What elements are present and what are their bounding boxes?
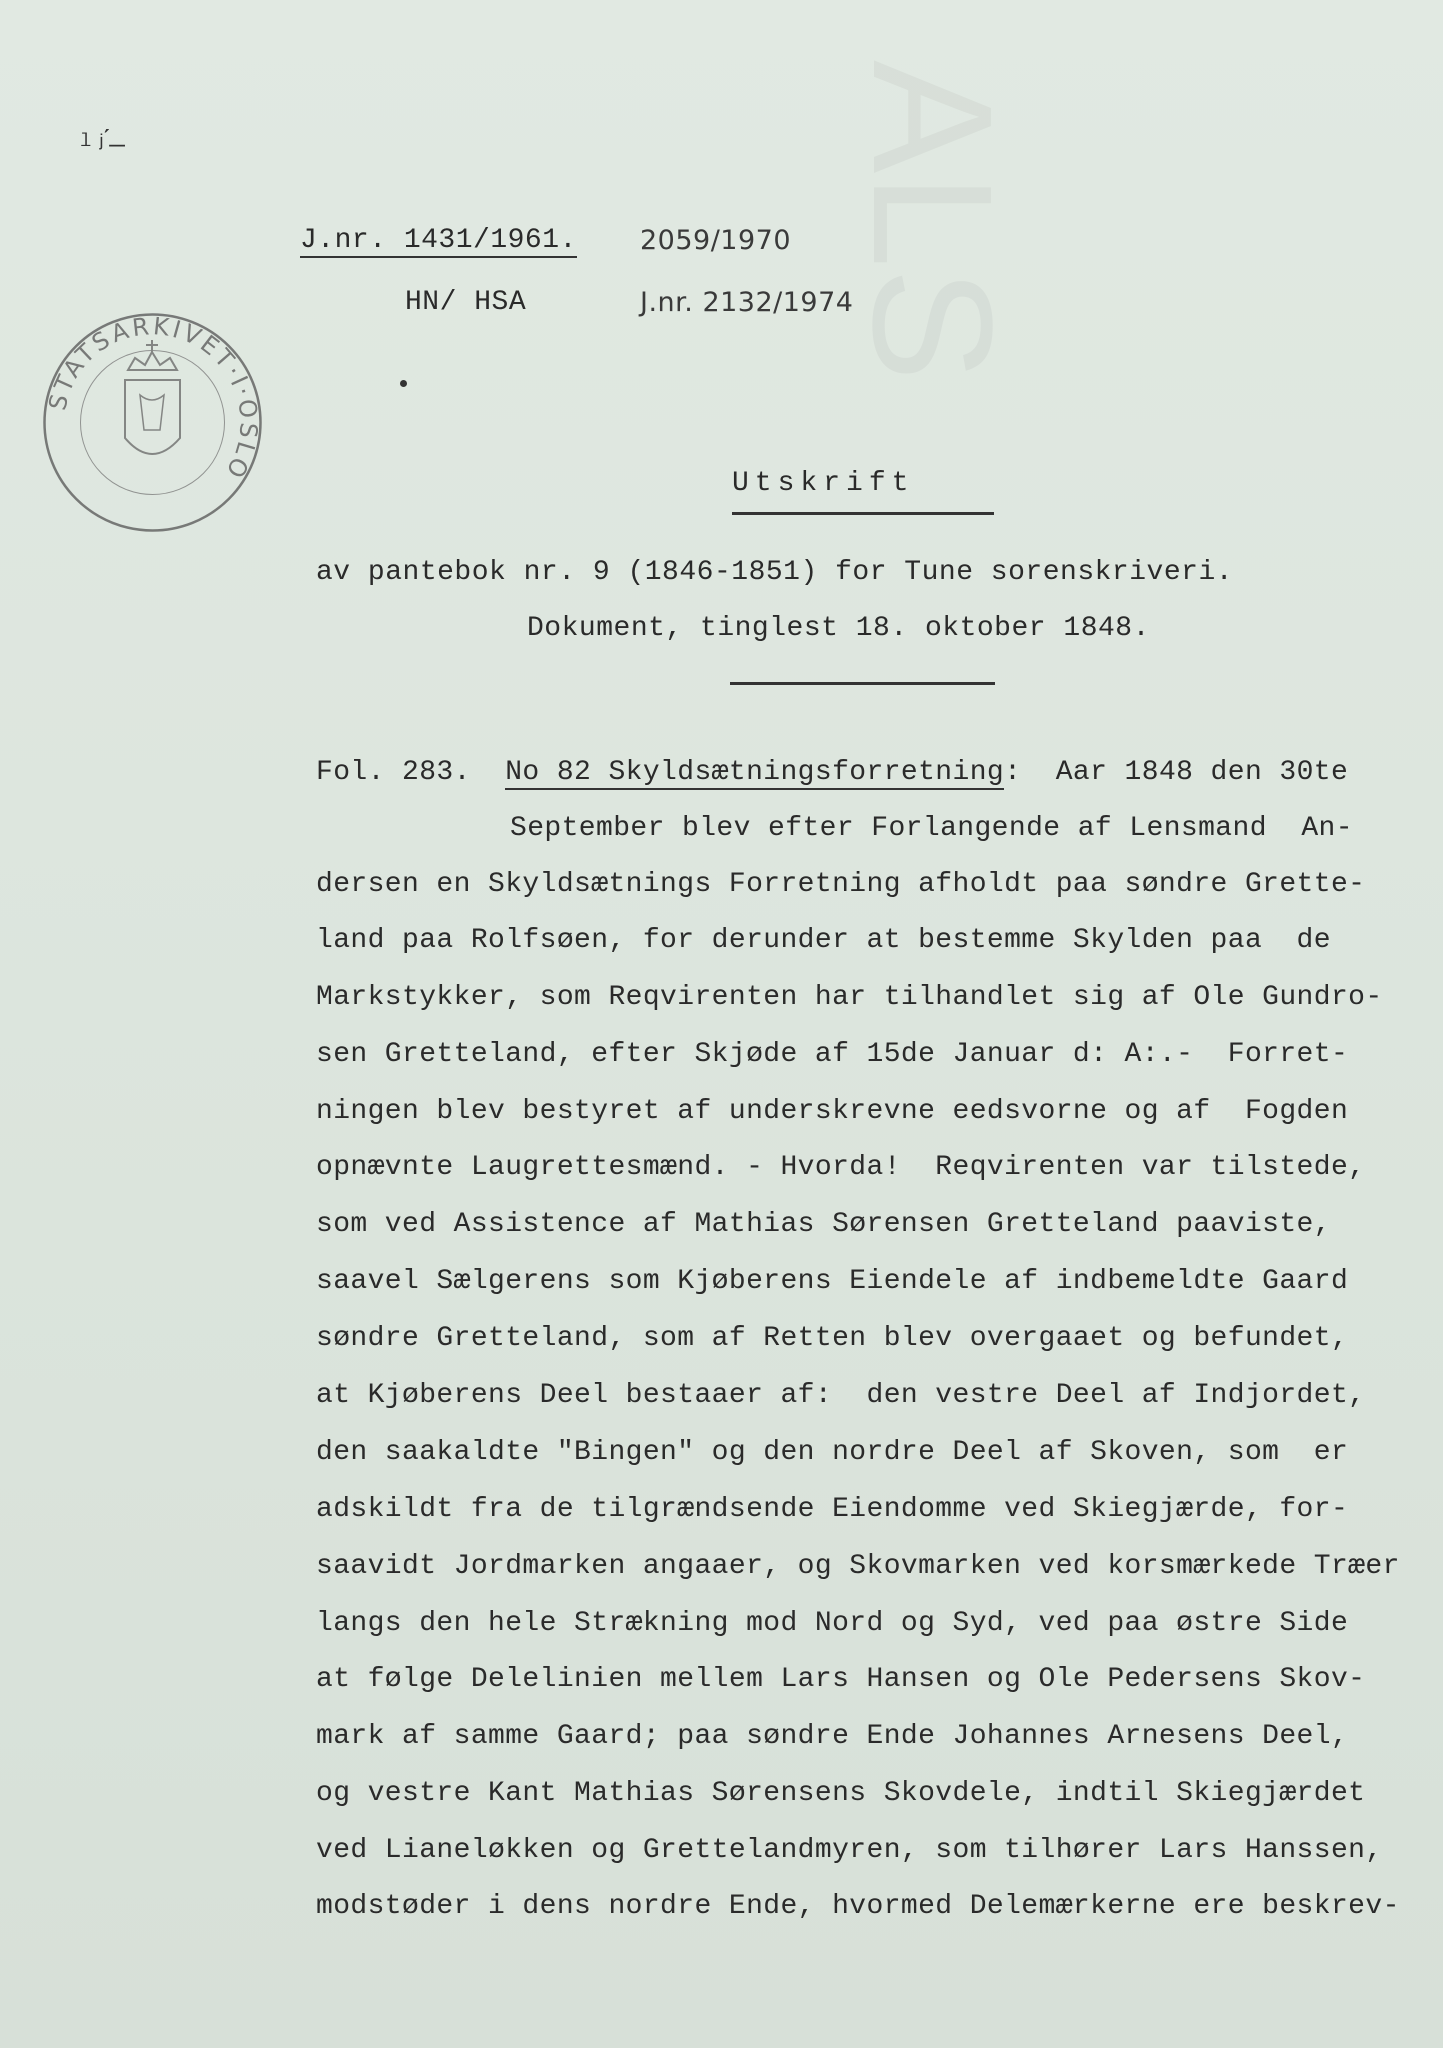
folio-prefix: Fol. 283.: [316, 757, 471, 788]
svg-text:STATSARKIVET·I·OSLO: [43, 312, 263, 485]
body-text-line: saavel Sælgerens som Kjøberens Eiendele af indbemeldte Gaard: [316, 1266, 1349, 1297]
body-text-line: ved Lianeløkken og Grettelandmyren, som tilhører Lars Hanssen,: [316, 1835, 1383, 1866]
handwritten-mark: ˡʲ́—: [78, 130, 125, 160]
document-title: Utskrift: [732, 468, 915, 499]
body-text-line: mark af samme Gaard; paa søndre Ende Johannes Arnesens Deel,: [316, 1721, 1349, 1752]
body-text-line: dersen en Skyldsætnings Forretning afholdt paa søndre Grette-: [316, 869, 1366, 900]
folio-after: : Aar 1848 den 30te: [1004, 757, 1349, 788]
body-text-line: adskildt fra de tilgrændsende Eiendomme ved Skiegjærde, for-: [316, 1494, 1349, 1525]
ink-dot: [400, 380, 407, 387]
body-text-line: sen Gretteland, efter Skjøde af 15de Januar d: A:.- Forret-: [316, 1039, 1349, 1070]
body-text-line: søndre Gretteland, som af Retten blev overgaaet og befundet,: [316, 1323, 1349, 1354]
initials: HN/ HSA: [405, 287, 527, 318]
body-text-line: September blev efter Forlangende af Lensmand An-: [510, 813, 1353, 844]
title-underline: [732, 512, 994, 515]
separator-line: [730, 682, 995, 685]
body-text-line: langs den hele Strækning mod Nord og Syd, ved paa østre Side: [316, 1608, 1349, 1639]
body-text-line: at Kjøberens Deel bestaaer af: den vestre Deel af Indjordet,: [316, 1380, 1366, 1411]
subtitle-source: av pantebok nr. 9 (1846-1851) for Tune sorenskriveri.: [316, 557, 1234, 588]
body-text-line: modstøder i dens nordre Ende, hvormed Delemærkerne ere beskrev-: [316, 1891, 1400, 1922]
folio-heading: No 82 Skyldsætningsforretning: [505, 757, 1005, 788]
seal-text: STATSARKIVET·I·OSLO: [43, 312, 263, 485]
coat-of-arms-icon: [125, 340, 180, 454]
journal-number-1970: 2059/1970: [640, 225, 792, 256]
journal-number-1961: J.nr. 1431/1961.: [300, 225, 577, 256]
body-text-line: som ved Assistence af Mathias Sørensen Gretteland paaviste,: [316, 1209, 1331, 1240]
body-text-line: Markstykker, som Reqvirenten har tilhandlet sig af Ole Gundro-: [316, 982, 1383, 1013]
journal-number-1974: J.nr. 2132/1974: [640, 287, 854, 318]
body-text-line: land paa Rolfsøen, for derunder at bestemme Skylden paa de: [316, 925, 1331, 956]
folio-line: [316, 757, 1348, 788]
body-text-line: saavidt Jordmarken angaaer, og Skovmarken ved korsmærkede Træer: [316, 1551, 1400, 1582]
body-text-line: den saakaldte "Bingen" og den nordre Deel af Skoven, som er: [316, 1437, 1349, 1468]
body-text-line: ningen blev bestyret af underskrevne eedsvorne og af Fogden: [316, 1096, 1349, 1127]
body-text-line: at følge Delelinien mellem Lars Hansen og Ole Pedersens Skov-: [316, 1664, 1366, 1695]
body-text-line: opnævnte Laugrettesmænd. - Hvorda! Reqvirenten var tilstede,: [316, 1152, 1366, 1183]
ghost-watermark-text: ALS: [837, 60, 1027, 382]
body-text-line: og vestre Kant Mathias Sørensens Skovdele, indtil Skiegjærdet: [316, 1778, 1366, 1809]
subtitle-registration: Dokument, tinglest 18. oktober 1848.: [527, 613, 1150, 644]
archive-seal-stamp: [40, 310, 265, 535]
